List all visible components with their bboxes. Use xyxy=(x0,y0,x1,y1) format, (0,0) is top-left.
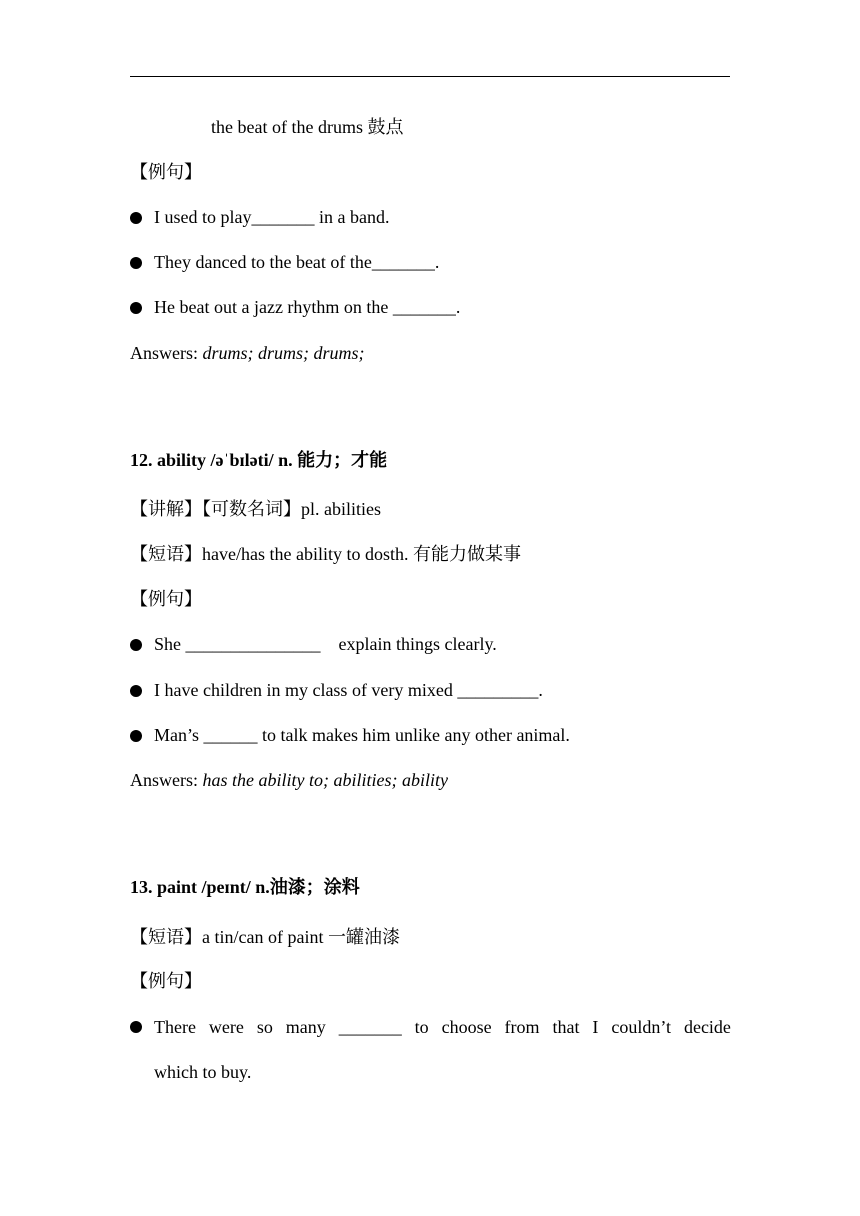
word: many xyxy=(285,1017,326,1037)
word: to xyxy=(414,1017,429,1037)
list-item xyxy=(154,1015,731,1039)
phrase-line: the beat of the drums 鼓点 xyxy=(211,117,404,137)
word: I xyxy=(592,1017,599,1037)
bullet-icon xyxy=(130,730,142,742)
answers-line: Answers: drums; drums; drums; xyxy=(130,343,365,363)
list-item: Man’s ______ to talk makes him unlike any other animal. xyxy=(130,723,570,747)
word: so xyxy=(256,1017,273,1037)
word: _______ xyxy=(338,1017,402,1037)
bullet-icon xyxy=(130,685,142,697)
bullet-icon xyxy=(130,302,142,314)
justified-line xyxy=(154,1015,731,1039)
list-item: I used to play_______ in a band. xyxy=(130,205,389,229)
example-label: 【例句】 xyxy=(130,589,202,609)
explain-line: 【讲解】【可数名词】pl. abilities xyxy=(130,499,381,519)
bullet-icon xyxy=(130,212,142,224)
answers-text: has the ability to; abilities; ability xyxy=(202,770,448,790)
word: couldn’t xyxy=(611,1017,672,1037)
example-label: 【例句】 xyxy=(130,971,202,991)
bullet-icon xyxy=(130,639,142,651)
list-item: She _______________ explain things clearly. xyxy=(130,632,497,656)
list-item: I have children in my class of very mixed _________. xyxy=(130,678,543,702)
header-rule xyxy=(130,76,730,77)
word: decide xyxy=(683,1017,731,1037)
list-item: He beat out a jazz rhythm on the _______. xyxy=(130,295,460,319)
list-item-continuation: which to buy. xyxy=(154,1062,252,1082)
word: from xyxy=(504,1017,540,1037)
bullet-icon xyxy=(130,1021,142,1033)
example-label: 【例句】 xyxy=(130,162,202,182)
bullet-icon xyxy=(130,257,142,269)
word: choose xyxy=(441,1017,492,1037)
answers-text: drums; drums; drums; xyxy=(202,343,365,363)
word: that xyxy=(552,1017,580,1037)
section-heading: 12. ability /əˈbɪləti/ n. 能力；才能 xyxy=(130,450,388,470)
phrase-line: 【短语】a tin/can of paint 一罐油漆 xyxy=(130,927,400,947)
word: There xyxy=(154,1017,196,1037)
list-item: They danced to the beat of the_______. xyxy=(130,250,439,274)
answers-line: Answers: has the ability to; abilities; ability xyxy=(130,770,448,790)
phrase-line: 【短语】have/has the ability to dosth. 有能力做某事 xyxy=(130,544,521,564)
word: were xyxy=(208,1017,244,1037)
section-heading: 13. paint /peɪnt/ n.油漆；涂料 xyxy=(130,877,360,897)
